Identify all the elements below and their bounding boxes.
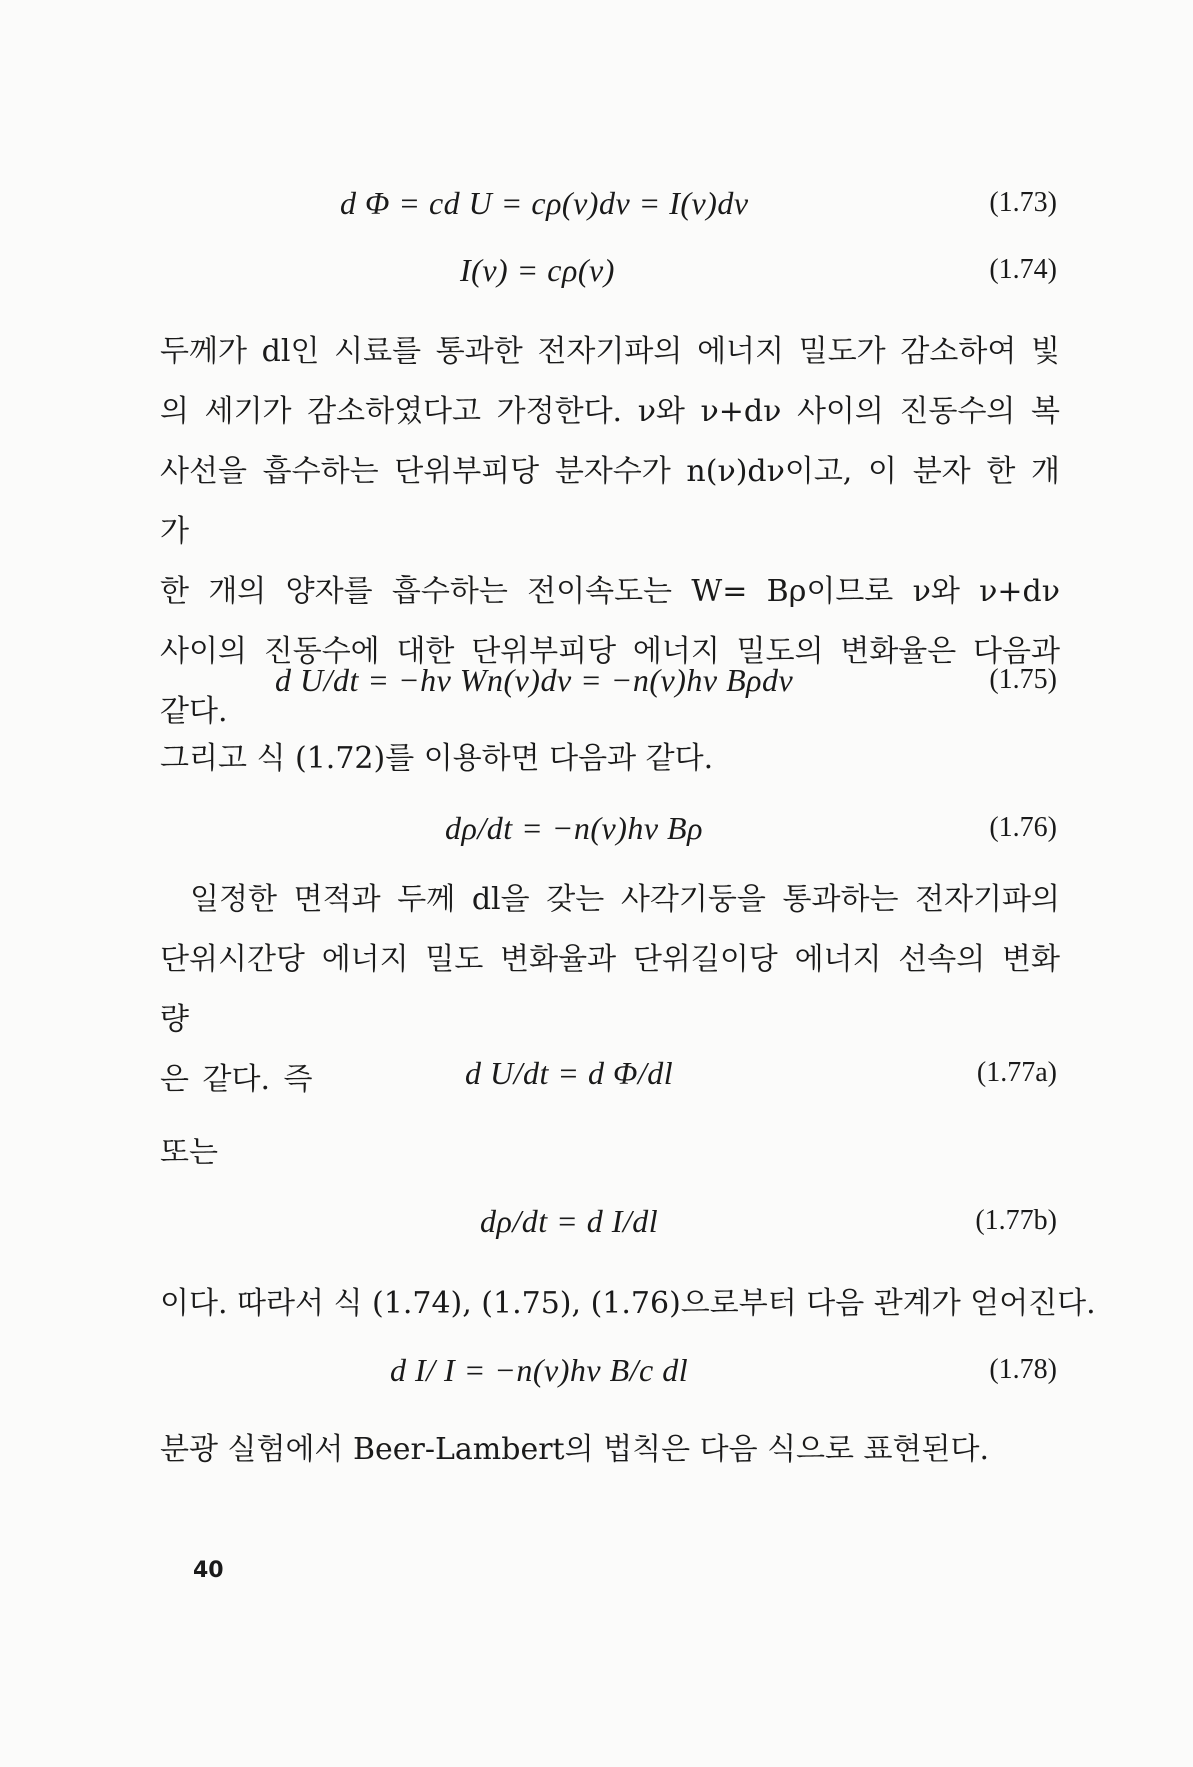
text-line: 분광 실험에서 Beer-Lambert의 법칙은 다음 식으로 표현된다. xyxy=(160,1432,990,1467)
equation-number: (1.76) xyxy=(989,812,1057,843)
text-line: 이다. 따라서 식 (1.74), (1.75), (1.76)으로부터 다음 관계가 얻어진다. xyxy=(160,1286,1096,1321)
paragraph-line: 두께가 dl인 시료를 통과한 전자기파의 에너지 밀도가 감소하여 빛 xyxy=(160,334,1060,369)
equation-number: (1.77a) xyxy=(976,1057,1057,1088)
equation-expression: dρ/dt = d I/dl xyxy=(480,1203,659,1239)
equation-number: (1.74) xyxy=(989,254,1057,285)
equation-1-73 xyxy=(160,185,1057,229)
equation-1-77b xyxy=(160,1203,1057,1247)
text-line: 또는 xyxy=(160,1135,218,1170)
equation-number: (1.78) xyxy=(989,1354,1057,1385)
equation-1-74 xyxy=(160,252,1057,296)
paragraph-line: 은 같다. 즉 xyxy=(160,1062,313,1097)
equation-number: (1.77b) xyxy=(975,1205,1057,1236)
equation-expression: d I/ I = −n(ν)hν B/c dl xyxy=(390,1352,689,1388)
equation-expression: I(ν) = cρ(ν) xyxy=(460,252,615,288)
equation-expression: dρ/dt = −n(ν)hν Bρ xyxy=(445,810,703,846)
paragraph-line: 사이의 진동수에 대한 단위부피당 에너지 밀도의 변화율은 다음과 xyxy=(160,634,1060,669)
paragraph-line: 의 세기가 감소하였다고 가정한다. ν와 ν+dν 사이의 진동수의 복 xyxy=(160,394,1060,429)
paragraph-line: 일정한 면적과 두께 dl을 갖는 사각기둥을 통과하는 전자기파의 xyxy=(190,882,1060,917)
equation-1-76 xyxy=(160,810,1057,854)
equation-expression: d U/dt = d Φ/dl xyxy=(465,1055,674,1091)
equation-expression: d U/dt = −hν Wn(ν)dν = −n(ν)hν Bρdν xyxy=(275,662,794,698)
paragraph-line: 단위시간당 에너지 밀도 변화율과 단위길이당 에너지 선속의 변화량 xyxy=(160,942,1060,1037)
equation-1-77a xyxy=(160,1055,1057,1099)
equation-number: (1.75) xyxy=(989,664,1057,695)
text-line: 그리고 식 (1.72)를 이용하면 다음과 같다. xyxy=(160,741,714,776)
page-number: 40 xyxy=(193,1558,224,1583)
equation-1-75 xyxy=(160,662,1057,706)
equation-expression: d Φ = cd U = cρ(ν)dν = I(ν)dν xyxy=(340,185,749,221)
paragraph-line: 같다. xyxy=(160,694,228,729)
paragraph-line: 사선을 흡수하는 단위부피당 분자수가 n(ν)dν이고, 이 분자 한 개가 xyxy=(160,454,1060,549)
paragraph-line: 한 개의 양자를 흡수하는 전이속도는 W= Bρ이므로 ν와 ν+dν xyxy=(160,574,1060,609)
equation-number: (1.73) xyxy=(989,187,1057,218)
equation-1-78 xyxy=(160,1352,1057,1396)
